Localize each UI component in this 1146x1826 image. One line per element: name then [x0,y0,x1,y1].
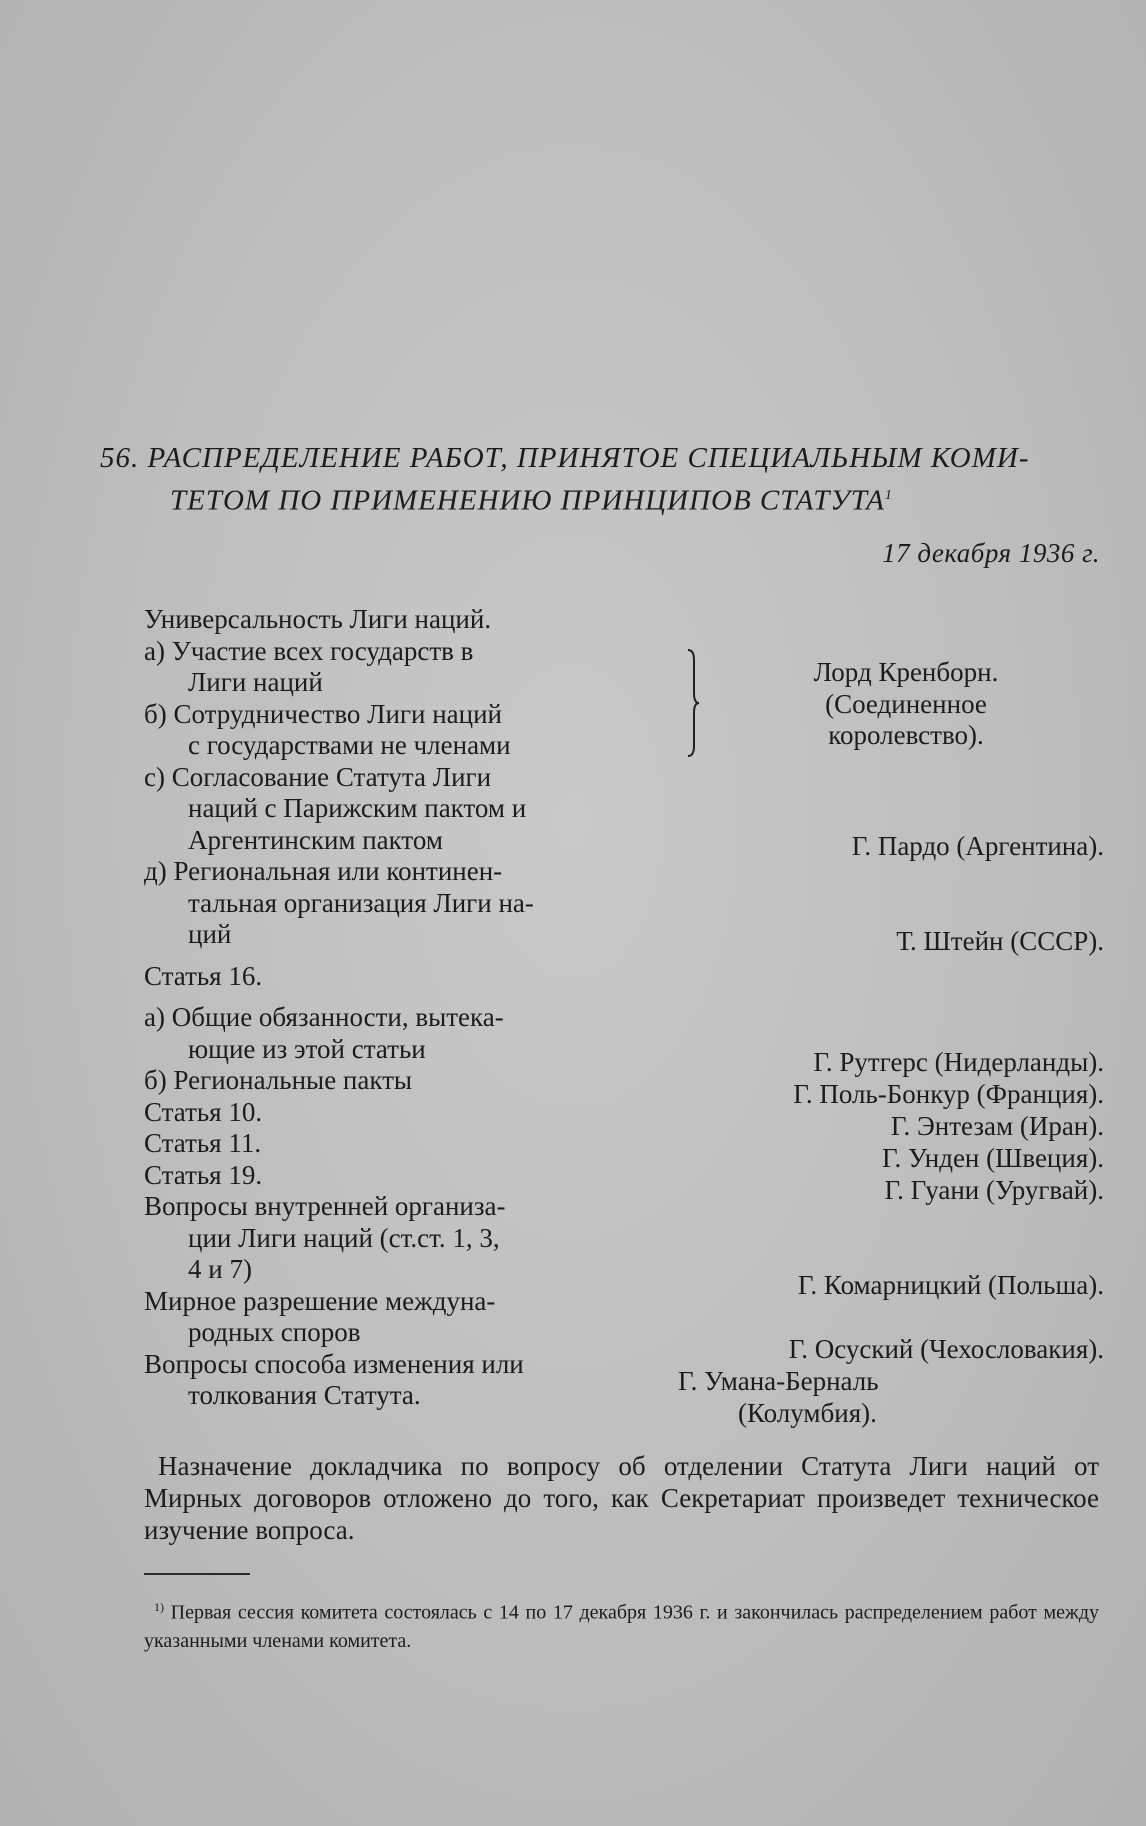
topic-line: 4 и 7) [188,1254,252,1284]
heading-number: 56. [100,442,140,474]
rapporteur-umana-country: (Колумбия). [738,1398,877,1428]
rapporteur-osusky: Г. Осуский (Чехословакия). [788,1334,1104,1364]
topic-line: а) Общие обязанности, вытека- [144,1002,504,1032]
topic-line: Аргентинским пактом [188,824,443,855]
section-heading [100,440,1100,520]
topic-line: Вопросы внутренней организа- [144,1191,506,1221]
topic-line: ций [188,919,232,949]
topic-line: тальная организация Лиги на- [188,887,534,918]
heading-line-2: ТЕТОМ ПО ПРИМЕНЕНИЮ ПРИНЦИПОВ СТАТУТА [170,484,885,517]
rapporteur-cranborne [756,657,1056,752]
topic-line: д) Региональная или континен- [144,856,503,886]
rapporteur-komarnicki: Г. Комарницкий (Польша). [797,1270,1104,1300]
topic-line: Статья 11. [144,1128,262,1158]
topic-line: родных споров [188,1317,361,1347]
topic-line: ции Лиги наций (ст.ст. 1, 3, [188,1222,500,1253]
topic-line: б) Региональные пакты [144,1065,413,1095]
topic-line: Универсальность Лиги наций. [144,604,492,634]
closing-paragraph: Назначение докладчика по вопросу об отделении Статута Лиги наций от Мирных договоров отложено до того, как Секретариат произведет техническое изучение вопроса. [144,1451,1099,1545]
heading-footnote-mark: 1 [884,488,893,503]
topic-line: Статья 10. [144,1096,263,1127]
rapporteur-guani: Г. Гуани (Уругвай). [884,1175,1104,1205]
rapporteur-name: Лорд Кренборн. [813,657,999,687]
rapporteur-stein: Т. Штейн (СССР). [896,926,1104,956]
topic-line: толкования Статута. [188,1380,421,1410]
rapporteur-rutgers: Г. Рутгерс (Нидерланды). [813,1047,1104,1077]
topic-line: а) Участие всех государств в [144,635,474,666]
rapporteur-unden: Г. Унден (Швеция). [881,1143,1104,1173]
footnote-divider [144,1573,250,1575]
topic-line: Мирное разрешение междуна- [144,1285,496,1316]
footnote [144,1593,1099,1655]
rapporteur-umana-bernal: Г. Умана-Берналь [678,1366,879,1396]
rapporteur-pardo: Г. Пардо (Аргентина). [851,831,1104,861]
rapporteur-paul-boncour: Г. Поль-Бонкур (Франция). [793,1079,1104,1109]
rapporteur-entezam: Г. Энтезам (Иран). [890,1111,1104,1141]
topic-line: Статья 16. [144,960,263,991]
topic-line: б) Сотрудничество Лиги наций [144,698,502,729]
heading-line-1: РАСПРЕДЕЛЕНИЕ РАБОТ, ПРИНЯТОЕ СПЕЦИАЛЬНЫМ КОМИ- [147,442,1030,474]
rapporteur-country: (Соединенное [825,688,987,719]
rapporteur-country: королевство). [828,720,984,750]
footnote-mark: 1) [154,1600,164,1614]
topics-column [144,604,644,1412]
topic-line: Вопросы способа изменения или [144,1348,524,1379]
topic-line: ющие из этой статьи [188,1033,426,1064]
topic-line: наций с Парижским пактом и [188,793,527,823]
topic-line: с) Согласование Статута Лиги [144,761,492,792]
document-date: 17 декабря 1936 г. [882,538,1100,568]
topic-line: Лиги наций [188,667,323,697]
brace-icon [686,648,700,758]
topic-line: с государствами не членами [188,730,511,760]
footnote-text: Первая сессия комитета состоялась с 14 по 17 декабря 1936 г. и закончилась распределением работ между указанными членами комитета. [144,1601,1099,1652]
topic-line: Статья 19. [144,1159,263,1190]
